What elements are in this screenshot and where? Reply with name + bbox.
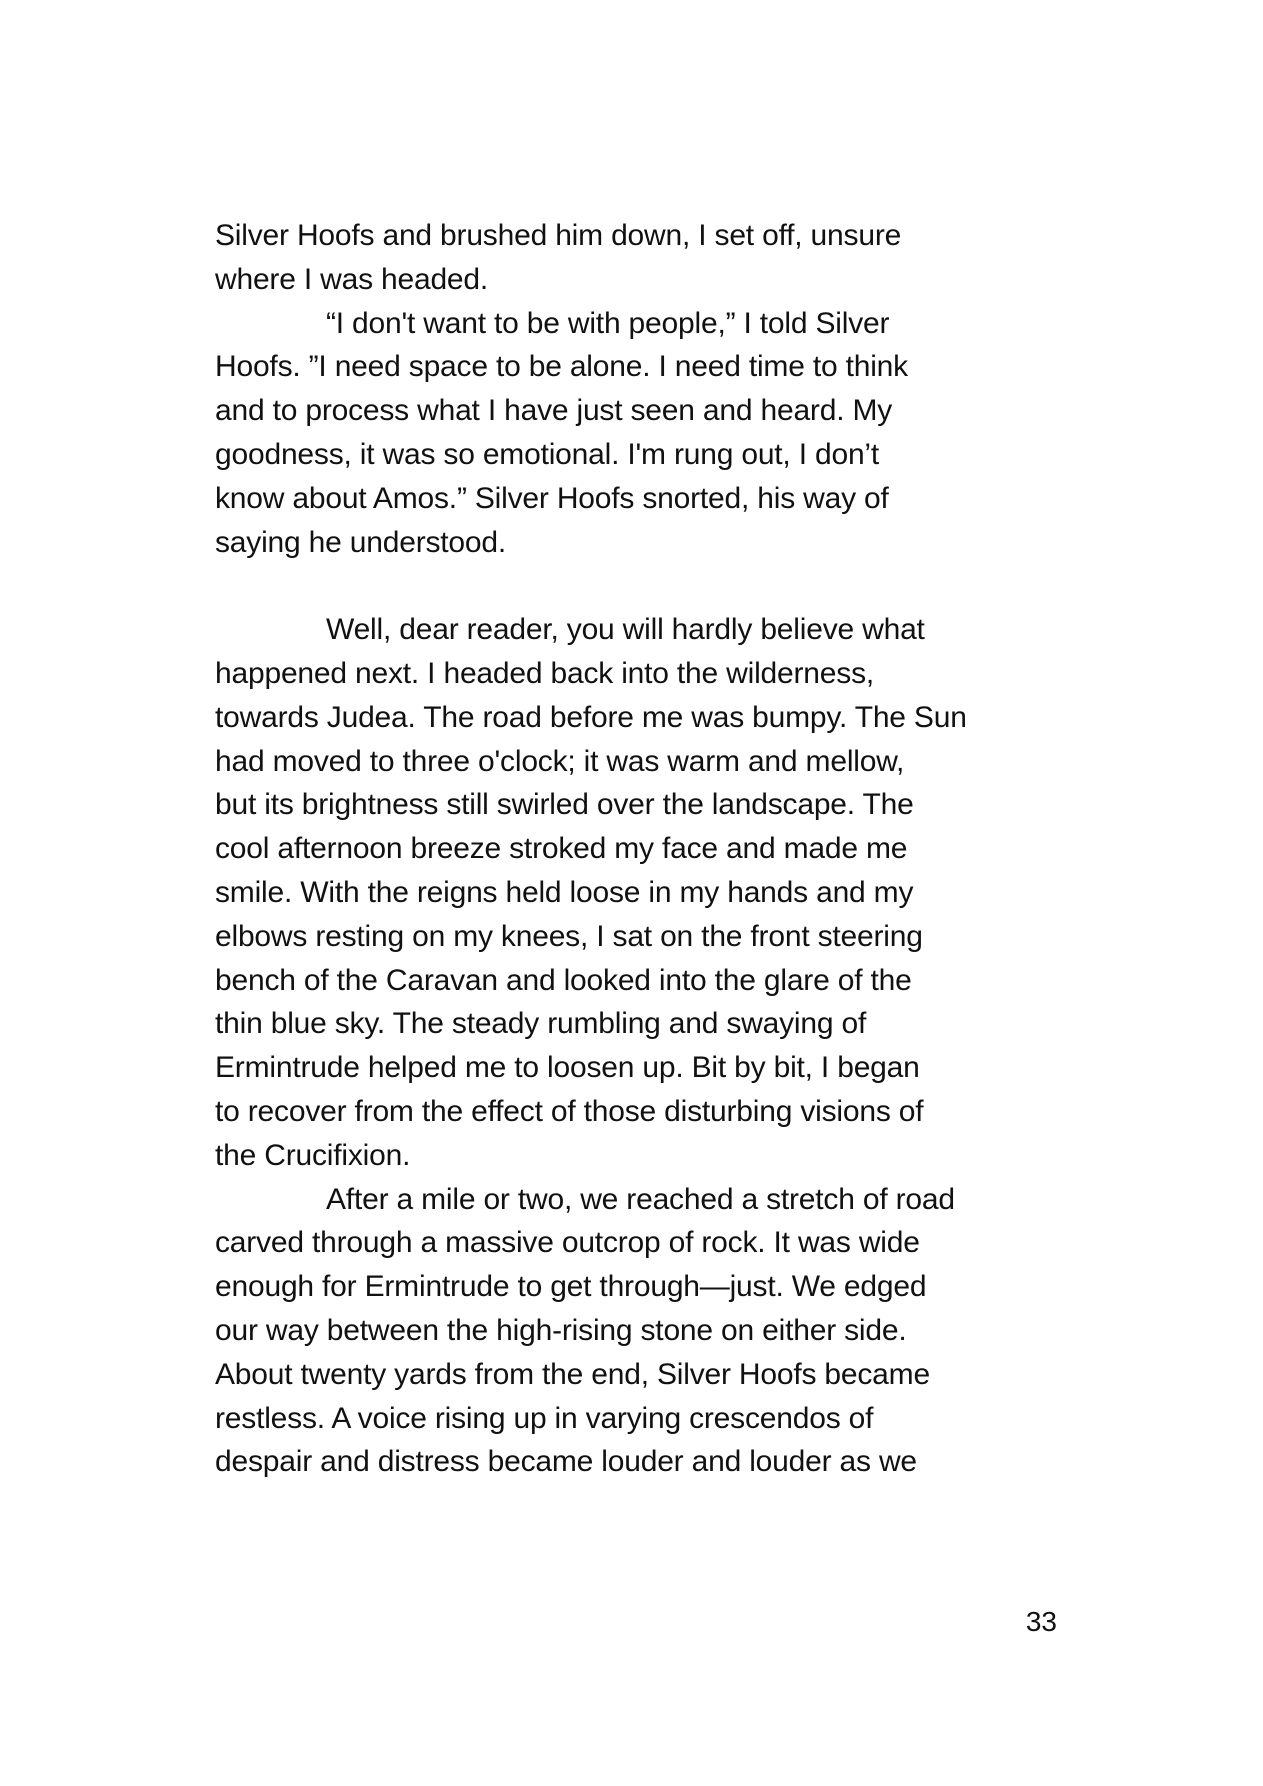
text-line: our way between the high-rising stone on either side. bbox=[215, 1313, 907, 1347]
page-number: 33 bbox=[1025, 1606, 1057, 1637]
text-line: Well, dear reader, you will hardly believe what bbox=[326, 613, 925, 647]
text-line: saying he understood. bbox=[215, 525, 507, 559]
text-line: Hoofs. ”I need space to be alone. I need time to think bbox=[215, 350, 908, 384]
text-line: Silver Hoofs and brushed him down, I set off, unsure bbox=[215, 219, 902, 252]
text-line: carved through a massive outcrop of rock. It was wide bbox=[215, 1226, 920, 1260]
text-line: enough for Ermintrude to get through—just. We edged bbox=[215, 1270, 927, 1304]
text-line: know about Amos.” Silver Hoofs snorted, his way of bbox=[215, 481, 889, 515]
text-line: goodness, it was so emotional. I'm rung out, I don’t bbox=[215, 437, 880, 471]
text-line: despair and distress became louder and louder as we bbox=[215, 1445, 917, 1479]
text-line: to recover from the effect of those disturbing visions of bbox=[215, 1094, 924, 1128]
text-line: restless. A voice rising up in varying crescendos of bbox=[215, 1401, 874, 1435]
text-line: but its brightness still swirled over the landscape. The bbox=[215, 788, 914, 822]
text-line: cool afternoon breeze stroked my face and made me bbox=[215, 832, 908, 866]
text-line: After a mile or two, we reached a stretch of road bbox=[326, 1182, 955, 1216]
text-line: the Crucifixion. bbox=[215, 1138, 411, 1172]
text-line: smile. With the reigns held loose in my hands and my bbox=[215, 875, 914, 909]
text-line: and to process what I have just seen and heard. My bbox=[215, 394, 893, 428]
text-line: happened next. I headed back into the wilderness, bbox=[215, 656, 875, 690]
text-line: had moved to three o'clock; it was warm and mellow, bbox=[215, 744, 905, 778]
text-line: towards Judea. The road before me was bumpy. The Sun bbox=[215, 700, 967, 734]
text-line: Ermintrude helped me to loosen up. Bit by bit, I began bbox=[215, 1051, 920, 1085]
text-line: “I don't want to be with people,” I told Silver bbox=[326, 306, 890, 340]
text-line: where I was headed. bbox=[215, 262, 489, 296]
page-body-text bbox=[215, 214, 1055, 1484]
text-line: bench of the Caravan and looked into the glare of the bbox=[215, 963, 912, 997]
text-line: thin blue sky. The steady rumbling and swaying of bbox=[215, 1007, 867, 1041]
text-line: About twenty yards from the end, Silver Hoofs became bbox=[215, 1357, 930, 1391]
text-line: elbows resting on my knees, I sat on the front steering bbox=[215, 919, 923, 953]
paragraph-gap bbox=[215, 564, 1055, 608]
